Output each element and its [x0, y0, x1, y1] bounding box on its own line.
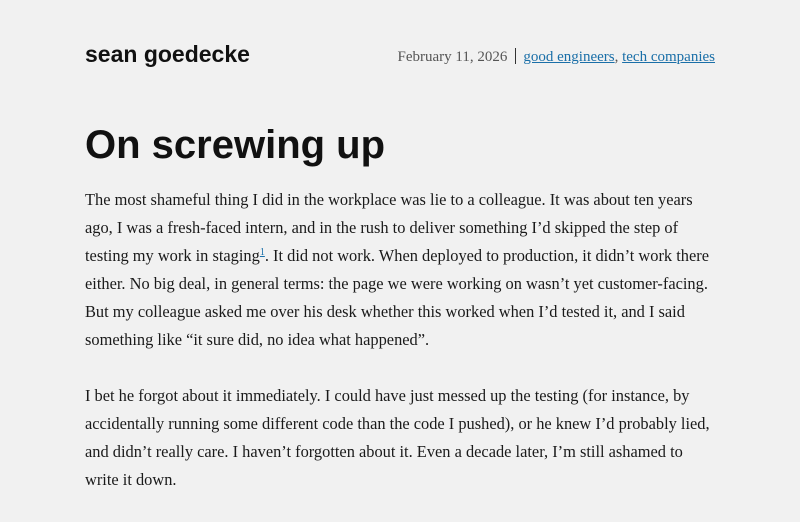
meta-divider [515, 48, 516, 64]
footnote-link-1[interactable]: 1 [259, 247, 265, 258]
tag-separator: , [614, 49, 619, 65]
site-title-link[interactable]: sean goedecke [85, 41, 250, 67]
post-title: On screwing up [85, 123, 386, 167]
paragraph-1-text-b: . It did not work. When deployed to production, it didn’t work there either. No big deal, in general terms: the page we were working on wasn’t yet customer-facing. But my colleague asked me over his desk whether this worked when I’d tested it, and I said something like “it sure did, no idea what happened”. [85, 246, 709, 349]
tag-link-good-engineers[interactable]: good engineers [523, 49, 615, 65]
tag-link-tech-companies[interactable]: tech companies [622, 49, 715, 65]
paragraph-1-text-a: The most shameful thing I did in the workplace was lie to a colleague. It was about ten years ago, I was a fresh-faced intern, and in the rush to deliver something I’d skipped the step of testing my work in staging [85, 190, 693, 265]
post-date: February 11, 2026 [397, 49, 508, 65]
paragraph-2: I bet he forgot about it immediately. I could have just messed up the testing (for instance, by accidentally running some different code than the code I pushed), or he knew I’d probably lied, and didn’t really care. I haven’t forgotten about it. Even a decade later, I’m still ashamed to write it down. [85, 386, 710, 489]
post-body [85, 186, 717, 522]
paragraph-1 [85, 186, 717, 354]
post-meta [398, 47, 715, 67]
